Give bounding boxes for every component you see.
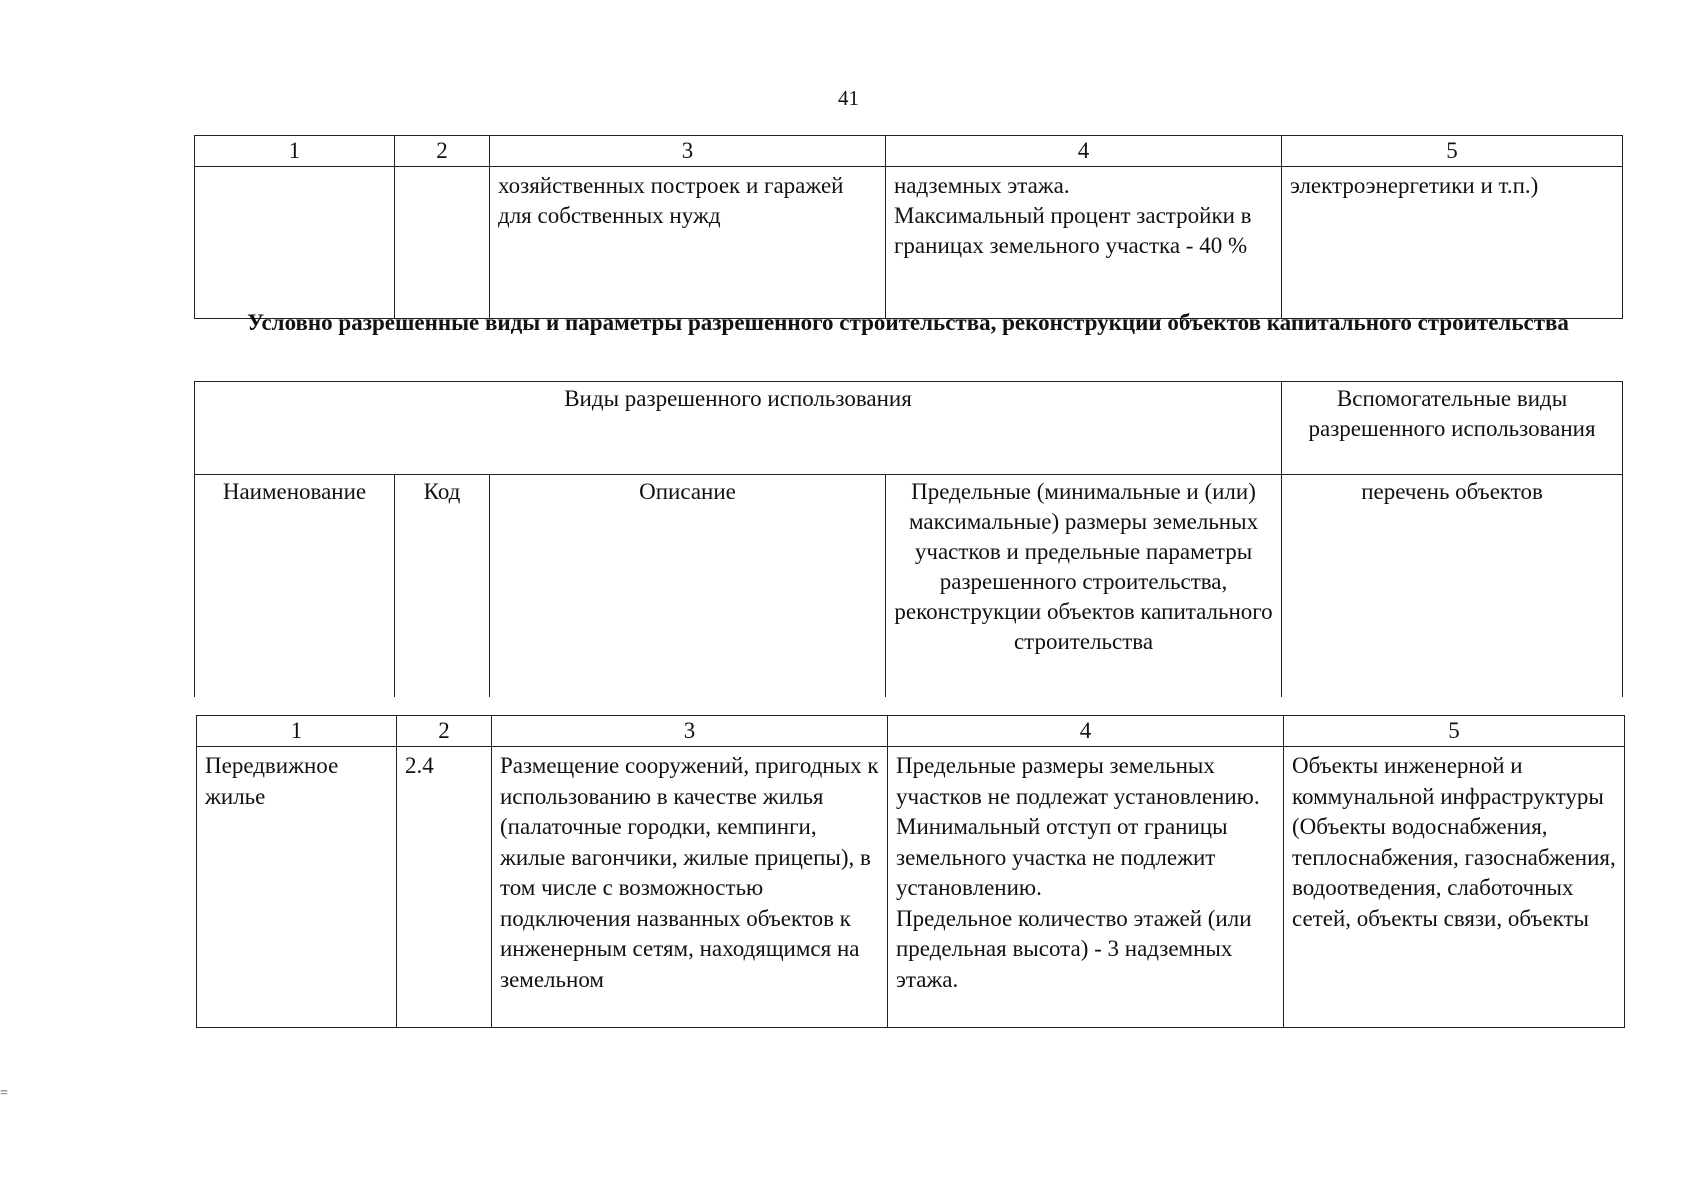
parameters-cell: Предельные размеры земельных участков не подлежат установлению. Минимальный отступ от границы земельного участка не подлежит установлению. Предельное количество этажей (или предельная высота) - 3 надземных этажа.: [888, 747, 1284, 1028]
col-parameters-header: Предельные (минимальные и (или) максимальные) размеры земельных участков и предельные параметры разрешенного строительства, реконструкции объектов капитального строительства: [886, 475, 1282, 698]
col-aux-header: перечень объектов: [1282, 475, 1623, 698]
description-cell: Размещение сооружений, пригодных к использованию в качестве жилья (палаточные городки, кемпинги, жилые вагончики, жилые прицепы), в том числе с возможностью подключения названных объектов к инженерным сетям, находящимся на земельном: [492, 747, 888, 1028]
margin-mark: =: [0, 1086, 8, 1101]
name-cell: [195, 167, 395, 319]
page-number: 41: [838, 86, 859, 110]
column-number-cell: 2: [395, 136, 490, 167]
column-number-row: [197, 716, 1625, 747]
header-table: [194, 381, 1623, 697]
parameters-cell: надземных этажа. Максимальный процент застройки в границах земельного участка - 40 %: [886, 167, 1282, 319]
column-number-cell: 4: [888, 716, 1284, 747]
column-number-row: [195, 136, 1623, 167]
permitted-uses-table: [196, 715, 1625, 1028]
column-number-cell: 2: [397, 716, 492, 747]
code-cell: [395, 167, 490, 319]
code-cell: 2.4: [397, 747, 492, 1028]
column-number-cell: 4: [886, 136, 1282, 167]
column-header-row: [195, 475, 1623, 698]
section-title: Условно разрешенные виды и параметры разрешенного строительства, реконструкции объектов капитального строительства: [247, 310, 1569, 335]
column-number-cell: 5: [1282, 136, 1623, 167]
table-row: [197, 747, 1625, 1028]
col-description-header: Описание: [490, 475, 886, 698]
aux-header-cell: Вспомогательные виды разрешенного использования: [1282, 382, 1623, 475]
table-row: [195, 167, 1623, 319]
header-row: [195, 382, 1623, 475]
col-name-header: Наименование: [195, 475, 395, 698]
main-header-cell: Виды разрешенного использования: [195, 382, 1282, 475]
name-cell: Передвижное жилье: [197, 747, 397, 1028]
column-number-cell: 3: [490, 136, 886, 167]
col-code-header: Код: [395, 475, 490, 698]
description-cell: хозяйственных построек и гаражей для собственных нужд: [490, 167, 886, 319]
column-number-cell: 3: [492, 716, 888, 747]
continuation-table: [194, 135, 1623, 319]
auxiliary-cell: электроэнергетики и т.п.): [1282, 167, 1623, 319]
column-number-cell: 1: [195, 136, 395, 167]
auxiliary-cell: Объекты инженерной и коммунальной инфраструктуры (Объекты водоснабжения, теплоснабжения, газоснабжения, водоотведения, слаботочных сетей, объекты связи, объекты: [1284, 747, 1625, 1028]
column-number-cell: 5: [1284, 716, 1625, 747]
column-number-cell: 1: [197, 716, 397, 747]
